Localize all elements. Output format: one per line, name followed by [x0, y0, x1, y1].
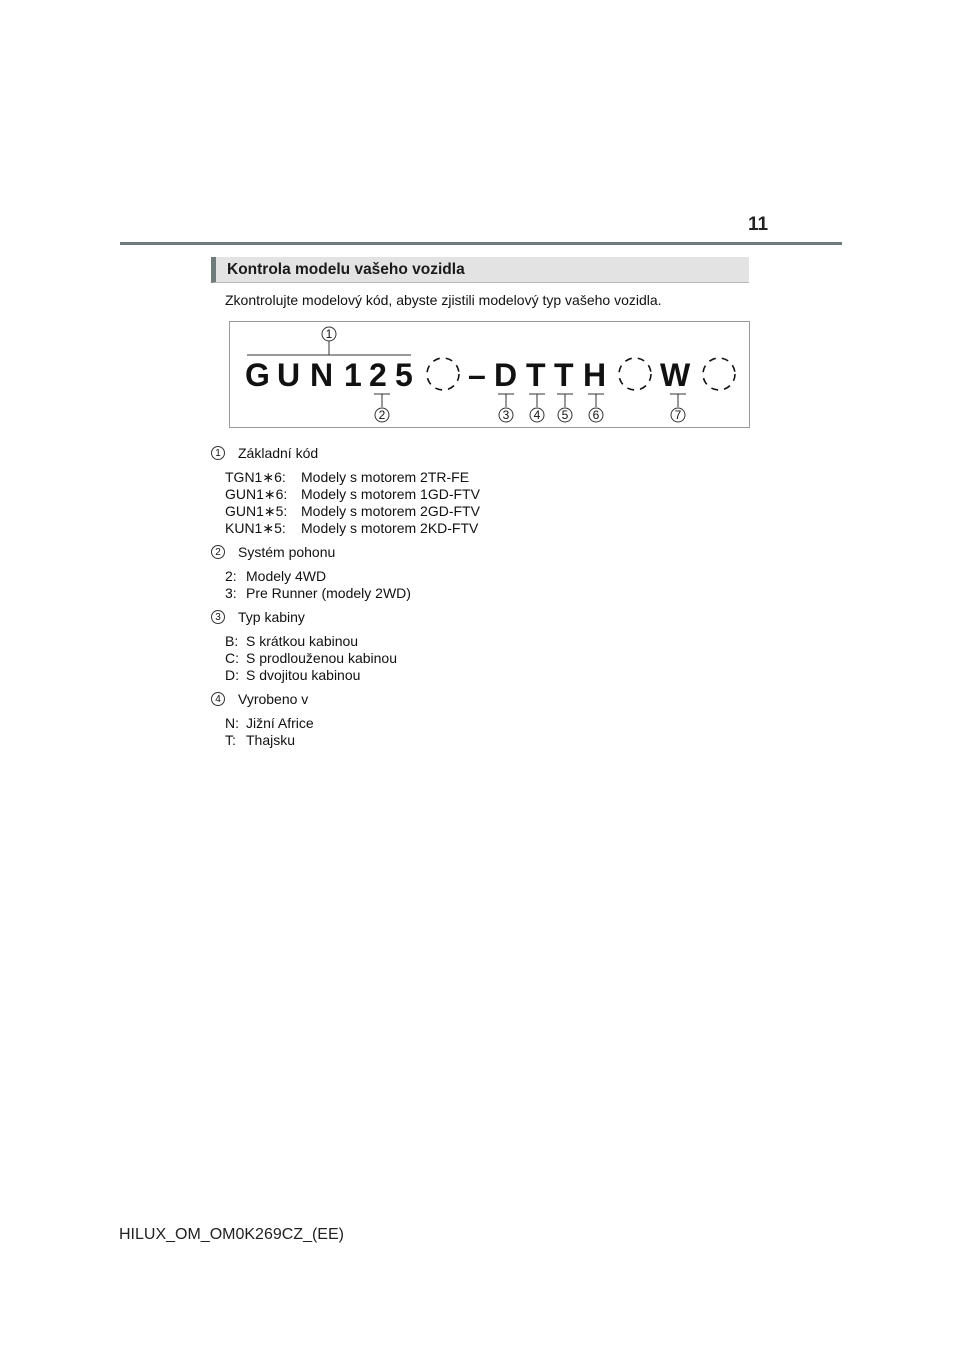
item-title: Systém pohonu: [238, 544, 336, 560]
code-char-5: 5: [395, 357, 413, 393]
code-desc: Modely s motorem 2KD-FTV: [301, 520, 479, 536]
page-number: 11: [748, 214, 769, 235]
code-desc: Pre Runner (modely 2WD): [246, 585, 411, 601]
callout-5: [557, 394, 573, 422]
code-value: T:: [225, 732, 236, 748]
item-marker: 1: [211, 446, 225, 460]
code-row: [225, 568, 751, 585]
code-row: [225, 585, 751, 602]
code-row: [225, 520, 751, 537]
section-title: Kontrola modelu vašeho vozidla: [227, 261, 465, 278]
section-header: [211, 257, 749, 283]
code-desc: S krátkou kabinou: [246, 633, 359, 649]
callout-6: [588, 394, 604, 422]
model-code-diagram: [229, 321, 750, 428]
code-desc: Jižní Africe: [246, 715, 314, 731]
code-char-w: W: [660, 357, 691, 393]
callout-label-1: 1: [325, 327, 333, 341]
item-title: Vyrobeno v: [238, 691, 309, 707]
item-marker: 2: [211, 545, 225, 559]
footer-code: HILUX_OM_OM0K269CZ_(EE): [119, 1226, 344, 1243]
placeholder-circle-3: [703, 358, 735, 390]
code-value: N:: [225, 715, 239, 731]
code-desc: S dvojitou kabinou: [246, 667, 361, 683]
item-marker: 4: [211, 692, 225, 706]
code-char-t2: T: [554, 357, 574, 393]
callout-7: [670, 394, 686, 422]
code-desc: Thajsku: [246, 732, 296, 748]
list-item: [211, 690, 751, 749]
code-value: GUN1∗6:: [225, 486, 288, 502]
code-row: [225, 469, 751, 486]
code-value: B:: [225, 633, 239, 649]
list-item: [211, 608, 751, 684]
callout-4: [529, 394, 545, 422]
code-desc: Modely s motorem 1GD-FTV: [301, 486, 480, 502]
code-row: [225, 503, 751, 520]
header-rule: [120, 242, 842, 245]
code-char-n: N: [310, 357, 334, 393]
list-item: [211, 444, 751, 537]
code-desc: S prodlouženou kabinou: [246, 650, 398, 666]
code-value: 3:: [225, 585, 237, 601]
code-desc: Modely s motorem 2GD-FTV: [301, 503, 480, 519]
code-char-dash: –: [468, 357, 486, 393]
code-explanation-list: [211, 444, 751, 755]
callout-label-4: 4: [533, 408, 541, 422]
code-char-g: G: [245, 357, 270, 393]
callout-3: [498, 394, 514, 422]
callout-2: [374, 394, 390, 422]
code-row: [225, 667, 751, 684]
code-row: [225, 715, 751, 732]
placeholder-circle-2: [619, 358, 651, 390]
model-code-svg: [230, 322, 749, 427]
code-desc: Modely 4WD: [246, 568, 327, 584]
code-char-t1: T: [526, 357, 546, 393]
code-char-d: D: [494, 357, 518, 393]
callout-label-2: 2: [378, 408, 386, 422]
item-title: Základní kód: [238, 445, 319, 461]
callout-label-7: 7: [674, 408, 682, 422]
code-value: 2:: [225, 568, 237, 584]
callout-label-3: 3: [502, 408, 510, 422]
code-row: [225, 486, 751, 503]
callout-label-5: 5: [561, 408, 569, 422]
code-value: C:: [225, 650, 239, 666]
code-char-2: 2: [369, 357, 387, 393]
code-desc: Modely s motorem 2TR-FE: [301, 469, 470, 485]
code-char-1: 1: [344, 357, 362, 393]
item-marker: 3: [211, 610, 225, 624]
code-value: KUN1∗5:: [225, 520, 286, 536]
code-char-u: U: [277, 357, 301, 393]
placeholder-circle-1: [427, 358, 459, 390]
code-value: D:: [225, 667, 239, 683]
code-row: [225, 650, 751, 667]
item-title: Typ kabiny: [238, 609, 305, 625]
code-value: TGN1∗6:: [225, 469, 286, 485]
code-row: [225, 633, 751, 650]
code-char-h: H: [583, 357, 607, 393]
code-value: GUN1∗5:: [225, 503, 288, 519]
code-row: [225, 732, 751, 749]
callout-label-6: 6: [592, 408, 600, 422]
list-item: [211, 543, 751, 602]
intro-text: Zkontrolujte modelový kód, abyste zjistili modelový typ vašeho vozidla.: [225, 292, 662, 308]
